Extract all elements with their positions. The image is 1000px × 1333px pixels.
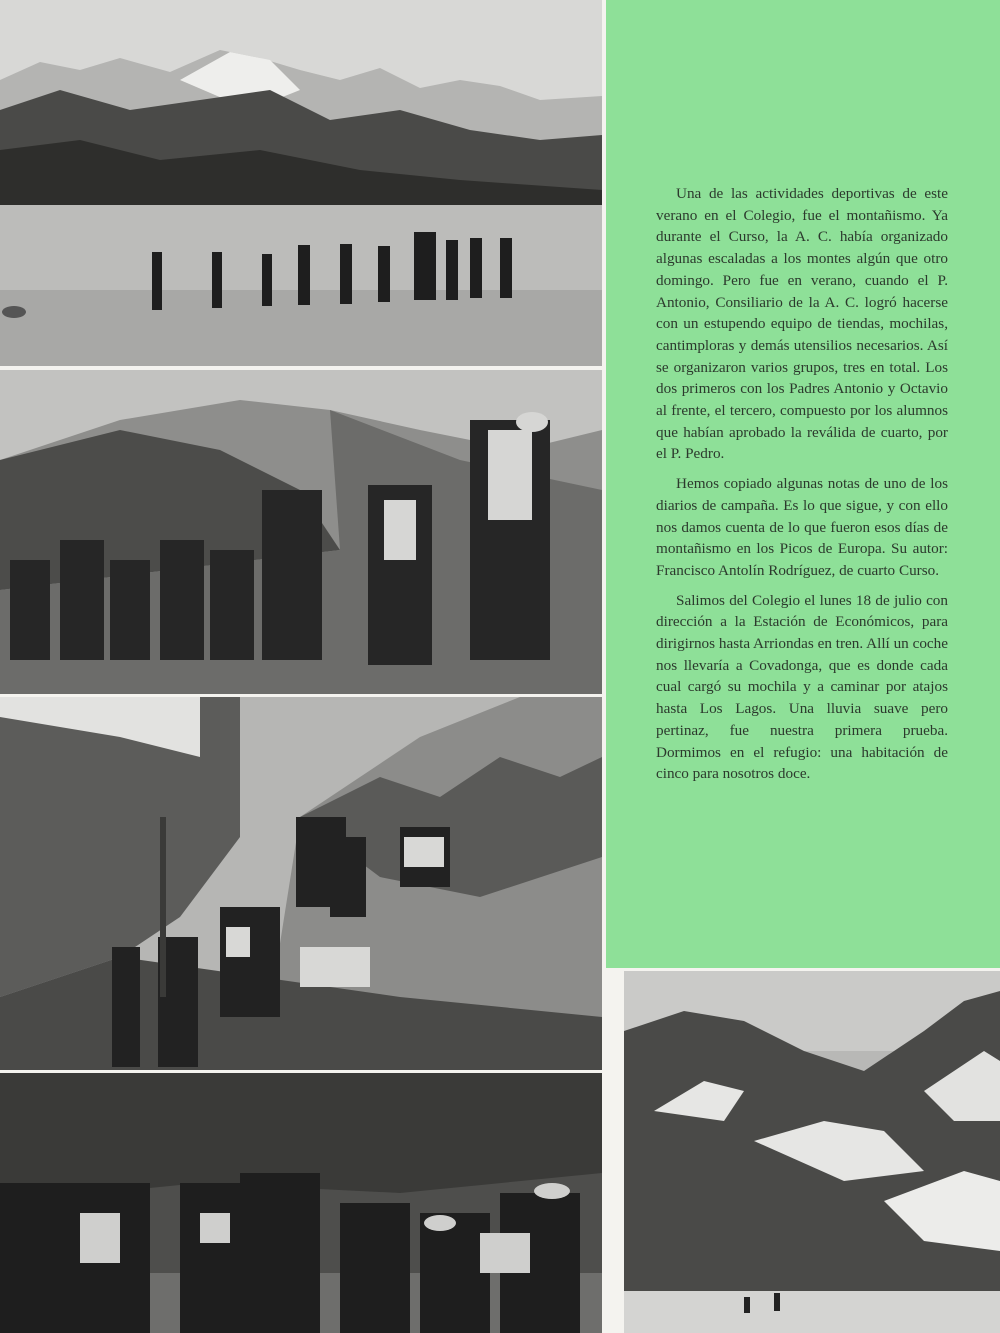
article-paragraph-2: Hemos copiado algunas notas de uno de los diarios de campaña. Es lo que sigue, y con ello nos damos cuenta de lo que fueron esos días de montañismo en los Picos de Europa. Su autor: Francisco Antolín Rodríguez, de cuarto Curso. bbox=[656, 475, 948, 579]
snowy-peaks-photo bbox=[624, 971, 1000, 1333]
hikers-climbing-slope-photo bbox=[0, 370, 602, 694]
hikers-on-rocky-path-photo bbox=[0, 697, 602, 1070]
article-paragraph-3: Salimos del Colegio el lunes 18 de julio con dirección a la Estación de Económicos, para dirigirnos hasta Arriondas en tren. Allí un coche nos llevaría a Covadonga, que es donde cada cual cargó su mochila y a caminar por atajos hasta Los Lagos. Una lluvia suave pero pertinaz, fue nuestra primera prueba. Dormimos en el refugio: una habitación de cinco para nosotros doce. bbox=[656, 591, 948, 783]
hikers-resting-photo bbox=[0, 1073, 602, 1333]
article-text bbox=[656, 183, 948, 793]
hikers-crossing-valley-photo bbox=[0, 0, 602, 366]
article-paragraph-1: Una de las actividades deportivas de este verano en el Colegio, fue el montañismo. Ya durante el Curso, la A. C. había organizado algunas escaladas a los montes algún que otro domingo. Pero fue en verano, cuando el P. Antonio, Consiliario de la A. C. logró hacerse con un estupendo equipo de tiendas, mochilas, cantimploras y demás utensilios necesarios. Así se organizaron varios grupos, tres en total. Los dos primeros con los Padres Antonio y Octavio al frente, el tercero, compuesto por los alumnos que habían aprobado la reválida de cuarto, por el P. Pedro. bbox=[656, 185, 948, 463]
